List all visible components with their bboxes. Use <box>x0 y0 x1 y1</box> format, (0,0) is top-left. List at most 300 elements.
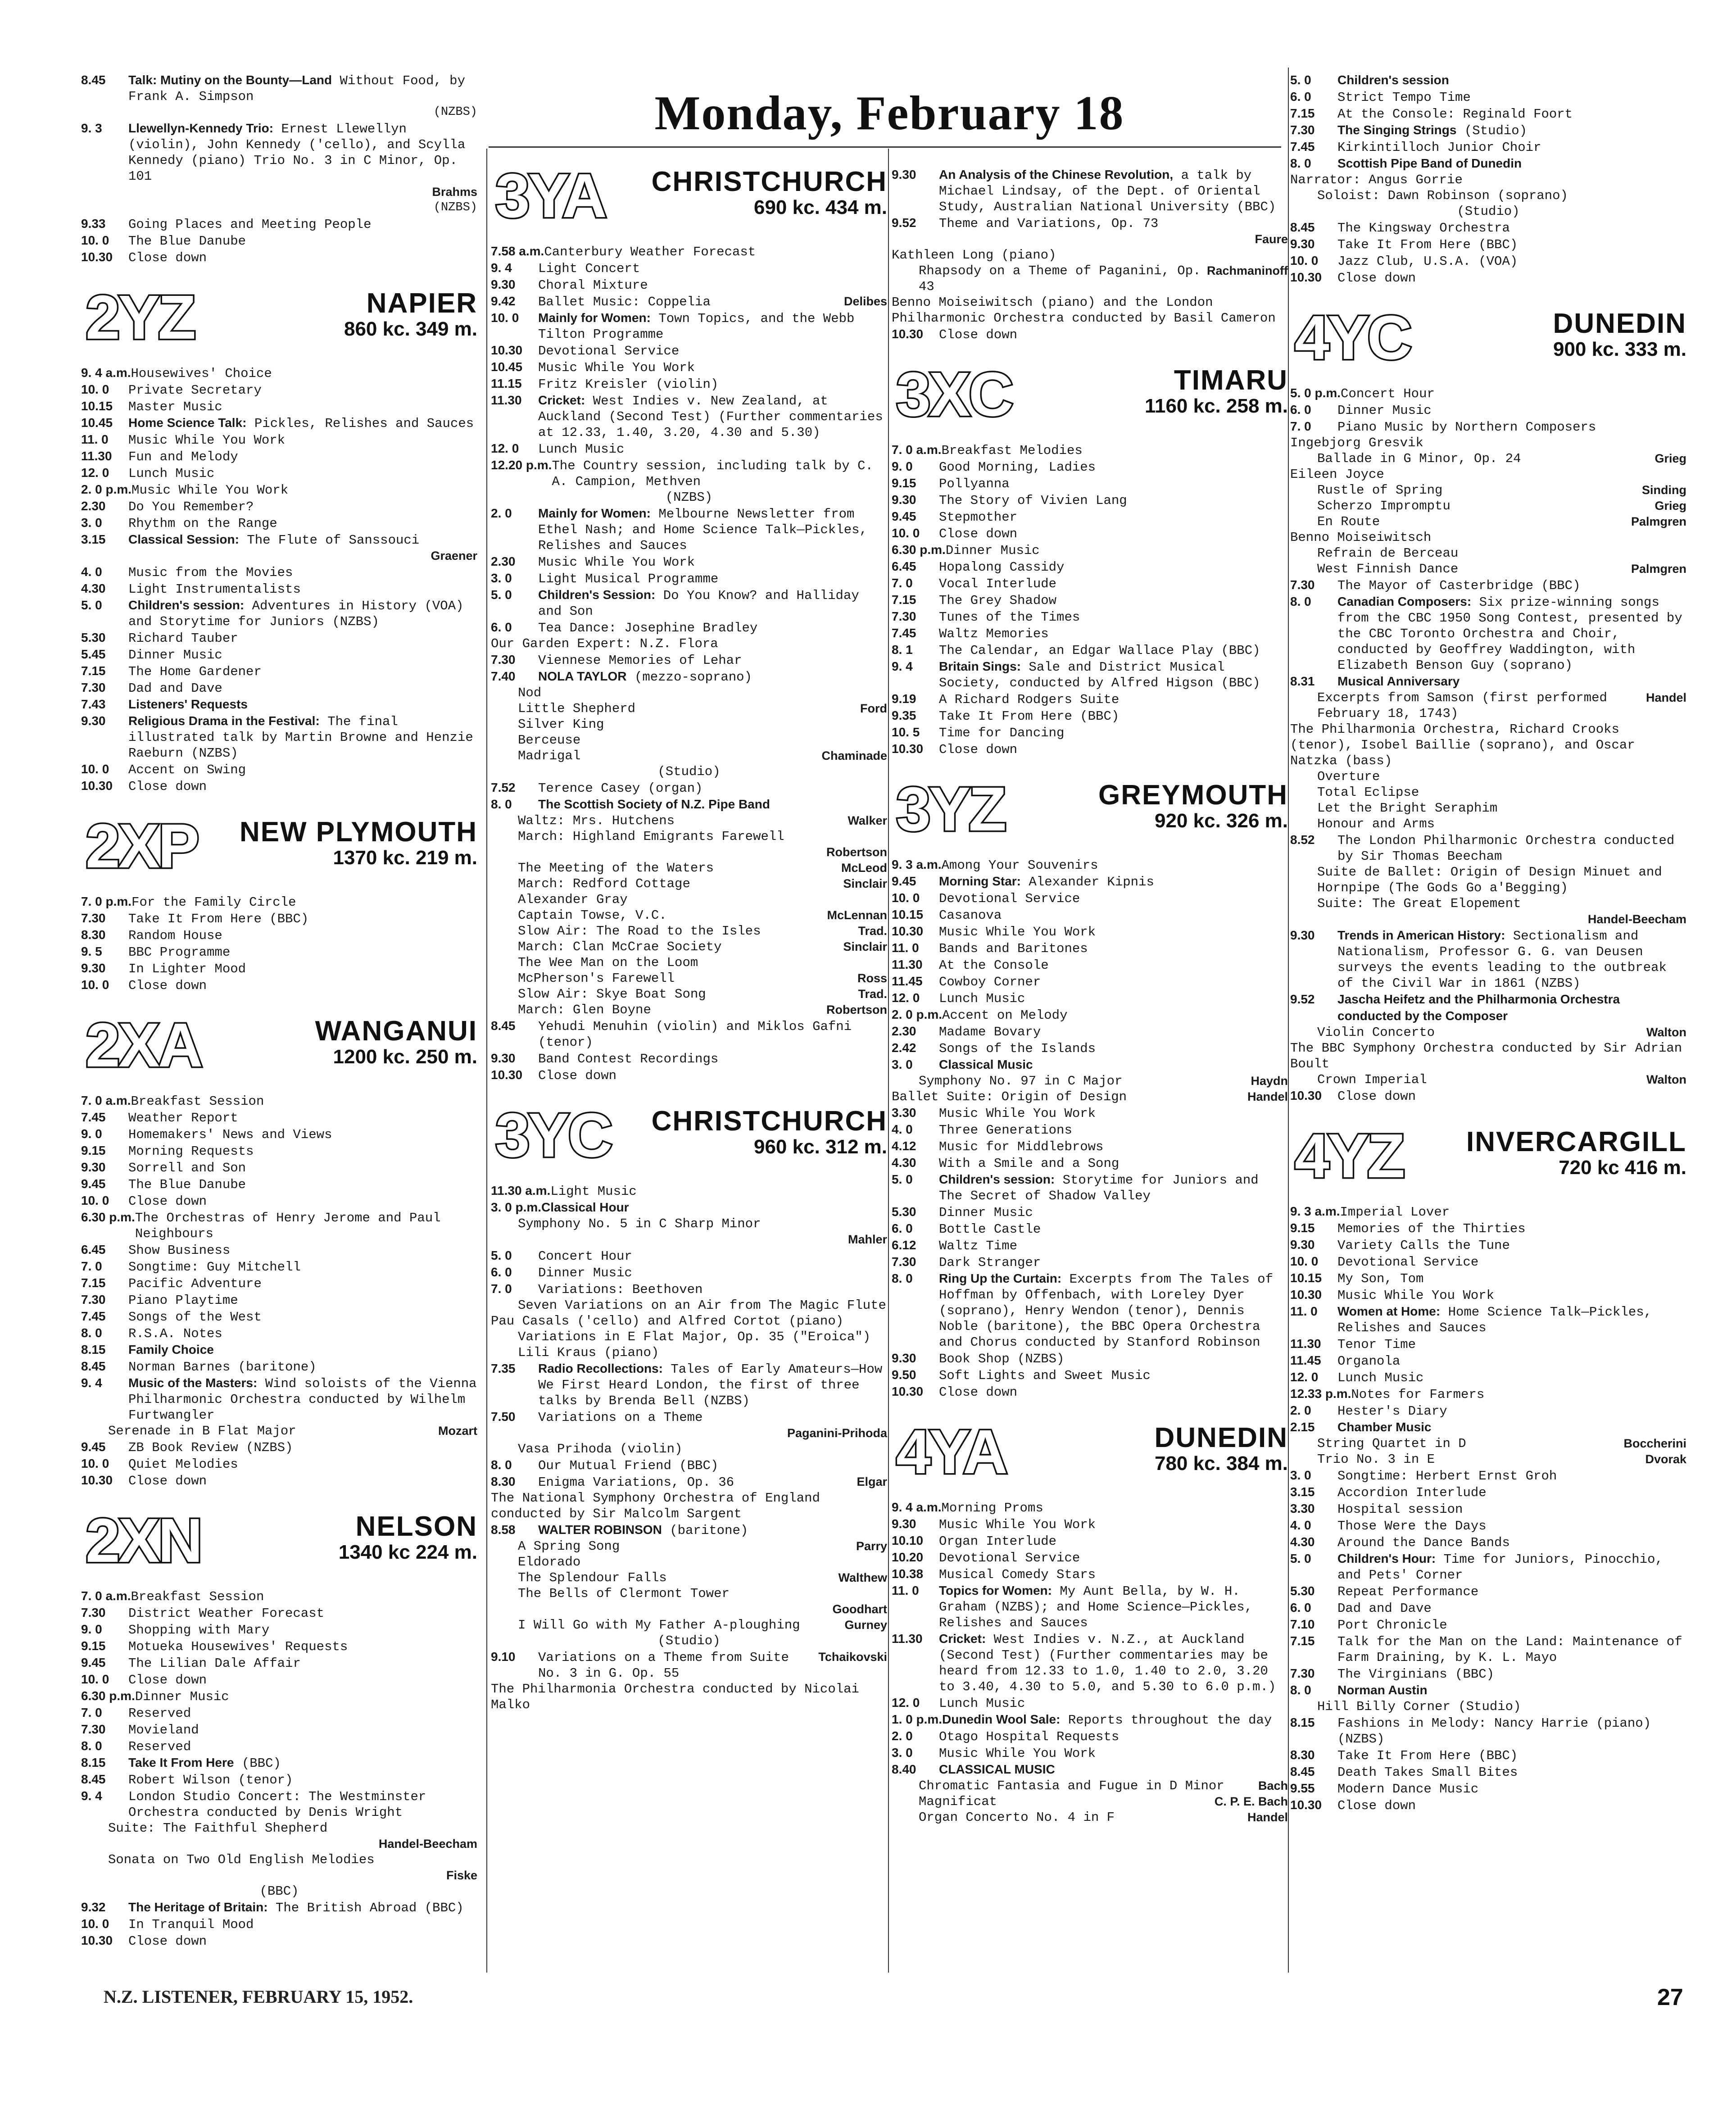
programme-title <box>939 1171 1288 1204</box>
programme-item-title: Narrator: Angus Gorrie <box>1290 172 1463 187</box>
programme-entry <box>1290 253 1686 269</box>
programme-title <box>939 1550 1288 1566</box>
programme-description: Strict Tempo Time <box>1337 90 1471 105</box>
programme-entry <box>491 359 887 376</box>
programme-entry <box>81 1308 477 1325</box>
programme-item <box>491 1490 887 1522</box>
programme-title <box>942 1500 1288 1516</box>
programme-entry <box>892 1516 1288 1533</box>
programme-title <box>939 1221 1288 1237</box>
programme-title <box>538 1410 887 1425</box>
programme-entry <box>1290 1600 1686 1616</box>
programme-entry <box>81 1342 477 1358</box>
programme-entry <box>892 625 1288 642</box>
programme-description: Music While You Work <box>538 360 695 375</box>
programme-note: (Studio) <box>1457 204 1520 219</box>
programme-time: 8. 0 <box>1290 1683 1311 1697</box>
programme-entry <box>81 977 477 994</box>
programme-entry <box>81 431 477 448</box>
programme-entry <box>81 1375 477 1423</box>
programme-item <box>491 1216 887 1232</box>
programme-heading: Trends in American History: <box>1337 928 1505 942</box>
programme-description: Terence Casey (organ) <box>538 781 703 796</box>
programme-time: 11.30 <box>81 449 112 463</box>
programme-time: 7.45 <box>892 626 916 640</box>
programme-item-title: West Finnish Dance <box>1317 562 1459 576</box>
programme-description: Close down <box>538 1068 617 1083</box>
programme-time: 7.15 <box>892 593 916 607</box>
programme-description: Cowboy Corner <box>939 975 1041 989</box>
programme-time: 11.30 <box>1290 1337 1321 1351</box>
programme-entry <box>892 1549 1288 1566</box>
programme-entry <box>81 680 477 696</box>
programme-title <box>939 609 1288 625</box>
programme-title <box>939 216 1288 231</box>
programme-entry <box>892 1237 1288 1254</box>
programme-title <box>128 647 477 663</box>
programme-entry <box>81 1126 477 1143</box>
programme-description: Canterbury Weather Forecast <box>544 245 756 259</box>
programme-entry <box>491 553 887 570</box>
programme-title <box>128 1722 477 1738</box>
programme-title <box>128 631 477 646</box>
programme-list <box>81 1588 477 1949</box>
programme-entry <box>491 293 887 310</box>
programme-entry <box>81 1093 477 1109</box>
programme-description: Book Shop (NZBS) <box>939 1352 1065 1366</box>
programme-entry <box>81 581 477 597</box>
programme-time: 6. 0 <box>1290 90 1311 104</box>
programme-entry <box>81 1109 477 1126</box>
programme-entry <box>892 542 1288 558</box>
programme-entry <box>892 1631 1288 1695</box>
programme-item <box>491 813 887 829</box>
programme-item-title: Suite de Ballet: Origin of Design Minuet and Hornpipe (The Gods Go a'Begging) <box>1317 865 1662 895</box>
programme-time: 7.30 <box>1290 123 1315 137</box>
programme-time: 5. 0 <box>81 598 102 612</box>
programme-time: 9.30 <box>491 277 516 291</box>
programme-item-title: Crown Imperial <box>1317 1072 1427 1087</box>
programme-time: 10. 0 <box>81 1193 109 1207</box>
programme-title <box>1337 122 1686 139</box>
programme-entry <box>491 440 887 457</box>
programme-title <box>942 857 1288 873</box>
programme-entry <box>892 1138 1288 1155</box>
composer-name: Ross <box>857 971 887 985</box>
programme-time: 5. 0 <box>1290 73 1311 87</box>
programme-description: At the Console: Reginald Foort <box>1337 107 1573 122</box>
programme-description: Lunch Music <box>939 991 1025 1006</box>
programme-entry <box>81 398 477 415</box>
programme-entry <box>81 597 477 630</box>
programme-entry <box>81 415 477 431</box>
programme-item-title: Overture <box>1317 769 1380 784</box>
programme-time: 5.45 <box>81 647 106 661</box>
programme-title <box>538 668 887 685</box>
station-4yc <box>1290 304 1686 372</box>
programme-time: 9. 0 <box>81 1127 102 1141</box>
composer-name: Brahms <box>432 185 477 199</box>
composer-name: Paganini-Prihoda <box>787 1426 887 1440</box>
programme-entry <box>892 558 1288 575</box>
programme-description: Music from the Movies <box>128 565 293 580</box>
programme-entry <box>892 1761 1288 1778</box>
programme-item <box>81 1423 477 1439</box>
programme-entry <box>81 696 477 713</box>
programme-time: 9.30 <box>1290 1238 1315 1252</box>
station-call-sign: 2YZ <box>86 283 195 352</box>
programme-time: 8.15 <box>81 1343 106 1356</box>
programme-title <box>939 626 1288 642</box>
programme-description: Dinner Music <box>939 1205 1033 1220</box>
programme-description: Dad and Dave <box>128 681 222 696</box>
programme-item <box>81 1820 477 1836</box>
station-3yc <box>491 1102 887 1169</box>
programme-list <box>81 72 477 266</box>
programme-title <box>1337 155 1686 172</box>
programme-time: 9.15 <box>1290 1221 1315 1235</box>
programme-entry <box>81 1456 477 1472</box>
programme-entry <box>892 1711 1288 1728</box>
programme-time: 11. 0 <box>892 1583 919 1597</box>
programme-item <box>1290 769 1686 785</box>
programme-item <box>1290 1025 1686 1040</box>
programme-item <box>1290 530 1686 545</box>
programme-time: 10. 0 <box>81 382 109 396</box>
programme-time: 9. 0 <box>892 459 913 473</box>
programme-description: Reserved <box>128 1706 191 1721</box>
programme-title <box>939 1533 1288 1549</box>
composer-name: Walton <box>1646 1025 1686 1039</box>
programme-description: (baritone) <box>670 1523 748 1538</box>
programme-item-title: Rustle of Spring <box>1317 483 1443 498</box>
programme-time: 7. 0 <box>81 1259 102 1273</box>
programme-entry <box>892 1105 1288 1121</box>
programme-title <box>1337 1715 1686 1747</box>
programme-note: (Studio) <box>657 1633 721 1648</box>
programme-time: 12. 0 <box>81 466 109 480</box>
programme-entry <box>892 1499 1288 1516</box>
programme-entry <box>1290 1336 1686 1352</box>
programme-time: 10.38 <box>892 1567 924 1581</box>
programme-time: 7.30 <box>1290 1666 1315 1680</box>
programme-list <box>81 1093 477 1489</box>
programme-title <box>128 1606 477 1621</box>
programme-item-title: Chromatic Fantasia and Fugue in D Minor <box>919 1778 1224 1793</box>
programme-heading: Mainly for Women: <box>538 311 651 325</box>
programme-title <box>939 1761 1288 1778</box>
programme-description: Wind soloists of the Vienna Philharmonic Orchestra conducted by Wilhelm Furtwangler <box>128 1376 477 1423</box>
programme-time: 1. 0 p.m. <box>892 1712 943 1726</box>
programme-time: 7. 0 p.m. <box>81 894 132 908</box>
programme-time: 10.15 <box>1290 1271 1322 1285</box>
programme-entry <box>491 457 887 490</box>
station-2xp <box>81 812 477 880</box>
programme-entry <box>892 1220 1288 1237</box>
programme-time: 6. 0 <box>1290 403 1311 417</box>
programme-title <box>128 1342 477 1358</box>
programme-entry <box>81 1193 477 1209</box>
programme-time: 10. 0 <box>81 1917 109 1931</box>
composer-name: Grieg <box>1654 452 1686 465</box>
composer-name: Goodhart <box>832 1602 887 1616</box>
programme-title <box>939 1729 1288 1745</box>
programme-time: 12. 0 <box>892 1696 920 1710</box>
programme-description: Morning Proms <box>941 1501 1043 1515</box>
programme-entry <box>1290 1517 1686 1534</box>
programme-title <box>128 399 477 415</box>
programme-entry <box>1290 219 1686 236</box>
programme-description: District Weather Forecast <box>128 1606 325 1621</box>
programme-time: 6.30 p.m. <box>81 1689 135 1703</box>
programme-entry <box>491 505 887 553</box>
programme-title <box>1337 1781 1686 1797</box>
programme-entry <box>1290 1220 1686 1237</box>
programme-entry <box>892 608 1288 625</box>
programme-time: 7. 0 a.m. <box>892 443 942 457</box>
programme-time: 10.30 <box>1290 1089 1322 1102</box>
programme-entry <box>892 691 1288 708</box>
programme-title <box>1337 237 1686 253</box>
programme-item <box>491 860 887 876</box>
programme-time: 5. 0 <box>491 1248 512 1262</box>
programme-title <box>939 974 1288 990</box>
programme-item <box>491 717 887 732</box>
programme-title <box>538 343 887 359</box>
programme-note: (Studio) <box>657 764 721 779</box>
programme-entry <box>892 1728 1288 1745</box>
programme-description: Waltz Memories <box>939 626 1049 641</box>
programme-description: Tea Dance: Josephine Bradley <box>538 621 758 635</box>
column-4 <box>1290 72 1686 1814</box>
programme-item-title: The National Symphony Orchestra of England conducted by Sir Malcolm Sargent <box>491 1491 820 1521</box>
programme-description: For the Family Circle <box>131 895 296 910</box>
programme-entry <box>892 1566 1288 1583</box>
programme-heading: Radio Recollections: <box>538 1361 663 1375</box>
programme-description: Shopping with Mary <box>128 1623 270 1638</box>
programme-time: 7. 0 <box>81 1706 102 1719</box>
programme-description: Hospital session <box>1337 1502 1463 1517</box>
composer-name: Trad. <box>858 987 887 1001</box>
programme-heading: Jascha Heifetz and the Philharmonia Orchestra conducted by the Composer <box>1337 992 1620 1023</box>
programme-entry <box>892 1171 1288 1204</box>
programme-time: 5. 0 <box>892 1172 913 1186</box>
programme-description: Pollyanna <box>939 476 1010 491</box>
programme-entry <box>81 1788 477 1820</box>
station-2xn <box>81 1507 477 1574</box>
programme-description: Norman Barnes (baritone) <box>128 1360 317 1375</box>
programme-item-title: The Philharmonia Orchestra conducted by Nicolai Malko <box>491 1682 859 1712</box>
programme-title <box>1337 1502 1686 1517</box>
station-city: DUNEDIN <box>1553 308 1686 339</box>
programme-time: 3. 0 <box>892 1746 913 1760</box>
programme-title <box>1351 1387 1686 1402</box>
programme-entry <box>892 1270 1288 1350</box>
programme-entry <box>81 1916 477 1933</box>
programme-heading: Children's Session: <box>538 588 656 602</box>
programme-entry <box>81 1292 477 1308</box>
programme-time: 9.15 <box>81 1639 106 1653</box>
programme-item <box>892 1810 1288 1825</box>
programme-time: 7.35 <box>491 1361 516 1375</box>
programme-time: 11.45 <box>1290 1353 1321 1367</box>
programme-time: 9.30 <box>81 714 106 728</box>
programme-description: Close down <box>128 1194 207 1209</box>
programme-title <box>1337 1337 1686 1352</box>
programme-time: 6.12 <box>892 1238 916 1252</box>
programme-entry <box>81 481 477 498</box>
programme-title <box>939 924 1288 940</box>
programme-description: Close down <box>939 526 1018 541</box>
programme-heading: The Heritage of Britain: <box>128 1900 268 1914</box>
programme-description: Madame Bovary <box>939 1025 1041 1039</box>
programme-entry <box>491 277 887 293</box>
programme-description: Music While You Work <box>1337 1288 1495 1303</box>
programme-time: 9. 5 <box>81 944 102 958</box>
programme-title <box>1337 1748 1686 1764</box>
programme-title <box>128 1375 477 1423</box>
composer-name: Elgar <box>857 1475 887 1488</box>
programme-title <box>538 377 887 392</box>
composer-name: Boccherini <box>1623 1437 1686 1450</box>
station-call-sign: 4YA <box>896 1417 1006 1487</box>
programme-time: 8.30 <box>81 928 106 942</box>
programme-entry <box>81 761 477 778</box>
programme-entry <box>491 1264 887 1281</box>
programme-time: 4. 0 <box>81 565 102 579</box>
programme-entry <box>81 1738 477 1755</box>
programme-entry <box>892 1583 1288 1631</box>
programme-time: 4.12 <box>892 1139 916 1153</box>
programme-entry <box>892 575 1288 592</box>
programme-time: 6.45 <box>892 559 916 573</box>
programme-item <box>1290 561 1686 577</box>
programme-item <box>491 1681 887 1713</box>
programme-item-title: Our Garden Expert: N.Z. Flora <box>491 636 718 651</box>
programme-entry <box>81 1275 477 1292</box>
programme-item <box>491 636 887 652</box>
programme-entry <box>1290 1764 1686 1780</box>
programme-description: The Home Gardener <box>128 664 262 679</box>
programme-description: Close down <box>128 978 207 993</box>
programme-heading: Religious Drama in the Festival: <box>128 714 320 728</box>
programme-time: 7.52 <box>491 780 516 794</box>
programme-title <box>1337 1682 1686 1699</box>
programme-entry <box>1290 1715 1686 1747</box>
programme-list <box>892 1499 1288 1825</box>
programme-entry <box>892 1121 1288 1138</box>
programme-entry <box>1290 1203 1686 1220</box>
programme-heading: Musical Anniversary <box>1337 674 1460 688</box>
programme-title <box>128 779 477 794</box>
programme-time: 11.30 <box>892 1632 923 1646</box>
programme-entry <box>1290 89 1686 105</box>
programme-item-title: Seven Variations on an Air from The Magic Flute <box>518 1298 886 1313</box>
programme-entry <box>81 713 477 761</box>
programme-title <box>128 1326 477 1342</box>
programme-entry <box>81 894 477 910</box>
programme-time: 9.52 <box>1290 992 1315 1006</box>
programme-time: 8.30 <box>491 1474 516 1488</box>
programme-time: 7.30 <box>491 653 516 667</box>
programme-entry <box>491 243 887 260</box>
programme-entry <box>1290 1419 1686 1436</box>
programme-heading: An Analysis of the Chinese Revolution, <box>939 168 1174 181</box>
programme-time: 11.30 a.m. <box>491 1184 551 1198</box>
programme-item <box>491 939 887 955</box>
programme-title <box>538 1248 887 1264</box>
programme-entry <box>892 1350 1288 1367</box>
programme-title <box>128 565 477 581</box>
programme-description: a talk by Michael Lindsay, of the Dept. of Oriental Study, Australian National University (BBC) <box>939 168 1276 214</box>
programme-title <box>128 1143 477 1159</box>
programme-time: 7.30 <box>892 1255 916 1269</box>
programme-entry <box>1290 1534 1686 1551</box>
programme-title <box>1337 1089 1686 1104</box>
programme-description: Songtime: Guy Mitchell <box>128 1260 301 1275</box>
programme-entry <box>491 1281 887 1297</box>
programme-title <box>1337 578 1686 594</box>
programme-description: The Kingsway Orchestra <box>1337 221 1510 236</box>
programme-title <box>939 1368 1288 1384</box>
programme-time: 2. 0 <box>1290 1403 1311 1417</box>
programme-title <box>1337 1288 1686 1303</box>
programme-entry <box>892 1155 1288 1171</box>
station-3ya <box>491 162 887 230</box>
programme-entry <box>491 342 887 359</box>
programme-entry <box>491 1018 887 1050</box>
programme-time: 7.10 <box>1290 1617 1315 1631</box>
programme-time: 3.15 <box>1290 1485 1315 1499</box>
programme-description: Organ Interlude <box>939 1534 1057 1549</box>
programme-title <box>128 1473 477 1489</box>
composer-name: Walton <box>1646 1073 1686 1086</box>
programme-entry <box>491 619 887 636</box>
programme-time: 9.15 <box>892 476 916 490</box>
programme-time: 10. 0 <box>81 233 109 247</box>
station-call-sign: 3YZ <box>896 775 1005 844</box>
programme-description: Vocal Interlude <box>939 576 1057 591</box>
programme-entry <box>81 1933 477 1949</box>
programme-title <box>1337 1535 1686 1551</box>
programme-title <box>128 1789 477 1820</box>
programme-entry <box>491 1248 887 1264</box>
programme-item <box>491 732 887 748</box>
station-call-sign: 3YC <box>495 1101 611 1170</box>
programme-description: Take It From Here (BBC) <box>128 912 309 926</box>
programme-item <box>491 876 887 892</box>
programme-description: (mezzo-soprano) <box>634 670 752 685</box>
programme-entry <box>81 1771 477 1788</box>
programme-title <box>939 1583 1288 1631</box>
programme-title <box>939 1696 1288 1711</box>
publication-footer: N.Z. LISTENER, FEBRUARY 15, 1952. <box>104 1987 413 2007</box>
programme-list <box>892 857 1288 1400</box>
programme-entry <box>81 216 477 232</box>
programme-description: The Lilian Dale Affair <box>128 1656 301 1671</box>
programme-description: Devotional Service <box>1337 1255 1479 1270</box>
programme-heading: Cricket: <box>939 1632 986 1646</box>
programme-heading: Cricket: <box>538 393 585 407</box>
programme-title <box>1337 140 1686 155</box>
programme-list <box>1290 385 1686 1104</box>
programme-title <box>1337 1238 1686 1253</box>
programme-title <box>538 571 887 587</box>
programme-time: 3.15 <box>81 532 106 546</box>
programme-time: 4.30 <box>892 1156 916 1170</box>
programme-entry <box>491 780 887 796</box>
programme-heading: Talk: Mutiny on the Bounty—Land <box>128 73 332 87</box>
